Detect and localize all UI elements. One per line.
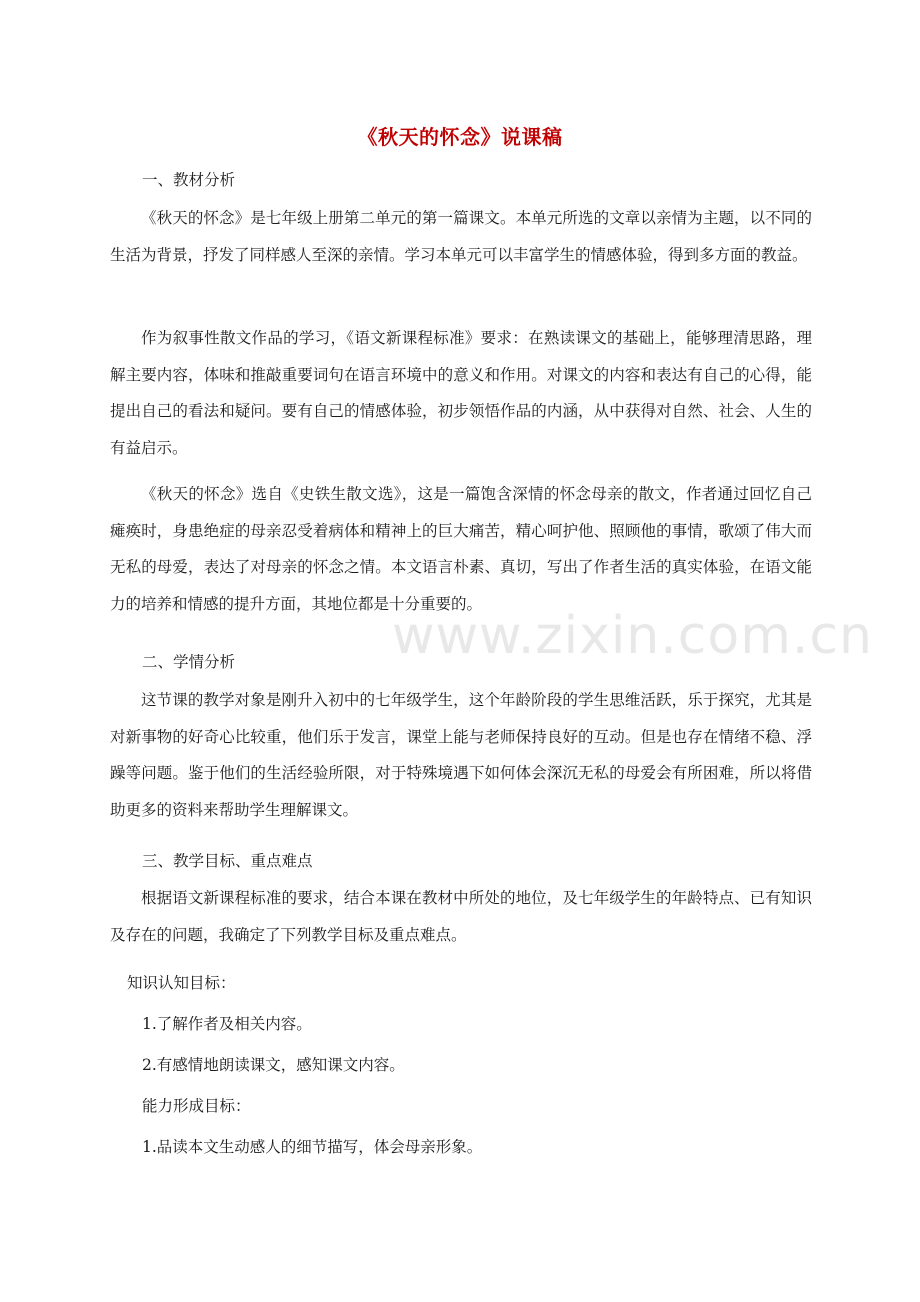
- section-heading-teaching-goals: 三、教学目标、重点难点: [142, 852, 313, 870]
- document-title: 《秋天的怀念》说课稿: [357, 125, 563, 149]
- subheading-knowledge-goals: 知识认知目标：: [127, 974, 236, 992]
- paragraph-intro: 《秋天的怀念》是七年级上册第二单元的第一篇课文。本单元所选的文章以亲情为主题，以不同的生活为背景，抒发了同样感人至深的亲情。学习本单元可以丰富学生的情感体验，得到多方面的教益。: [110, 209, 812, 264]
- paragraph-curriculum-standard: 作为叙事性散文作品的学习，《语文新课程标准》要求：在熟读课文的基础上，能够理清思路，理解主要内容，体味和推敲重要词句在语言环境中的意义和作用。对课文的内容和表达有自己的心得，能提出自己的看法和疑问。要有自己的情感体验，初步领悟作品的内涵，从中获得对自然、社会、人生的有益启示。: [110, 329, 812, 457]
- section-heading-textbook-analysis: 一、教材分析: [142, 171, 236, 189]
- paragraph-teaching-goals: 根据语文新课程标准的要求，结合本课在教材中所处的地位，及七年级学生的年龄特点、已有知识及存在的问题，我确定了下列教学目标及重点难点。: [110, 889, 812, 944]
- paragraph-student-analysis: 这节课的教学对象是刚升入初中的七年级学生，这个年龄阶段的学生思维活跃，乐于探究，尤其是对新事物的好奇心比较重，他们乐于发言，课堂上能与老师保持良好的互动。但是也存在情绪不稳、浮躁等问题。鉴于他们的生活经验所限，对于特殊境遇下如何体会深沉无私的母爱会有所困难，所以将借助更多的资料来帮助学生理解课文。: [110, 691, 812, 819]
- ability-goal-1: 1.品读本文生动感人的细节描写，体会母亲形象。: [142, 1138, 483, 1156]
- knowledge-goal-1: 1.了解作者及相关内容。: [142, 1015, 312, 1033]
- watermark: www.zixin.com.cn: [392, 606, 873, 666]
- subheading-ability-goals: 能力形成目标：: [142, 1097, 251, 1115]
- knowledge-goal-2: 2.有感情地朗读课文，感知课文内容。: [142, 1056, 405, 1074]
- paragraph-text-source: 《秋天的怀念》选自《史铁生散文选》，这是一篇饱含深情的怀念母亲的散文，作者通过回忆自己瘫痪时，身患绝症的母亲忍受着病体和精神上的巨大痛苦，精心呵护他、照顾他的事情，歌颂了伟大而无私的母爱，表达了对母亲的怀念之情。本文语言朴素、真切，写出了作者生活的真实体验，在语文能力的培养和情感的提升方面，其地位都是十分重要的。: [110, 485, 812, 613]
- section-heading-student-analysis: 二、学情分析: [142, 653, 236, 671]
